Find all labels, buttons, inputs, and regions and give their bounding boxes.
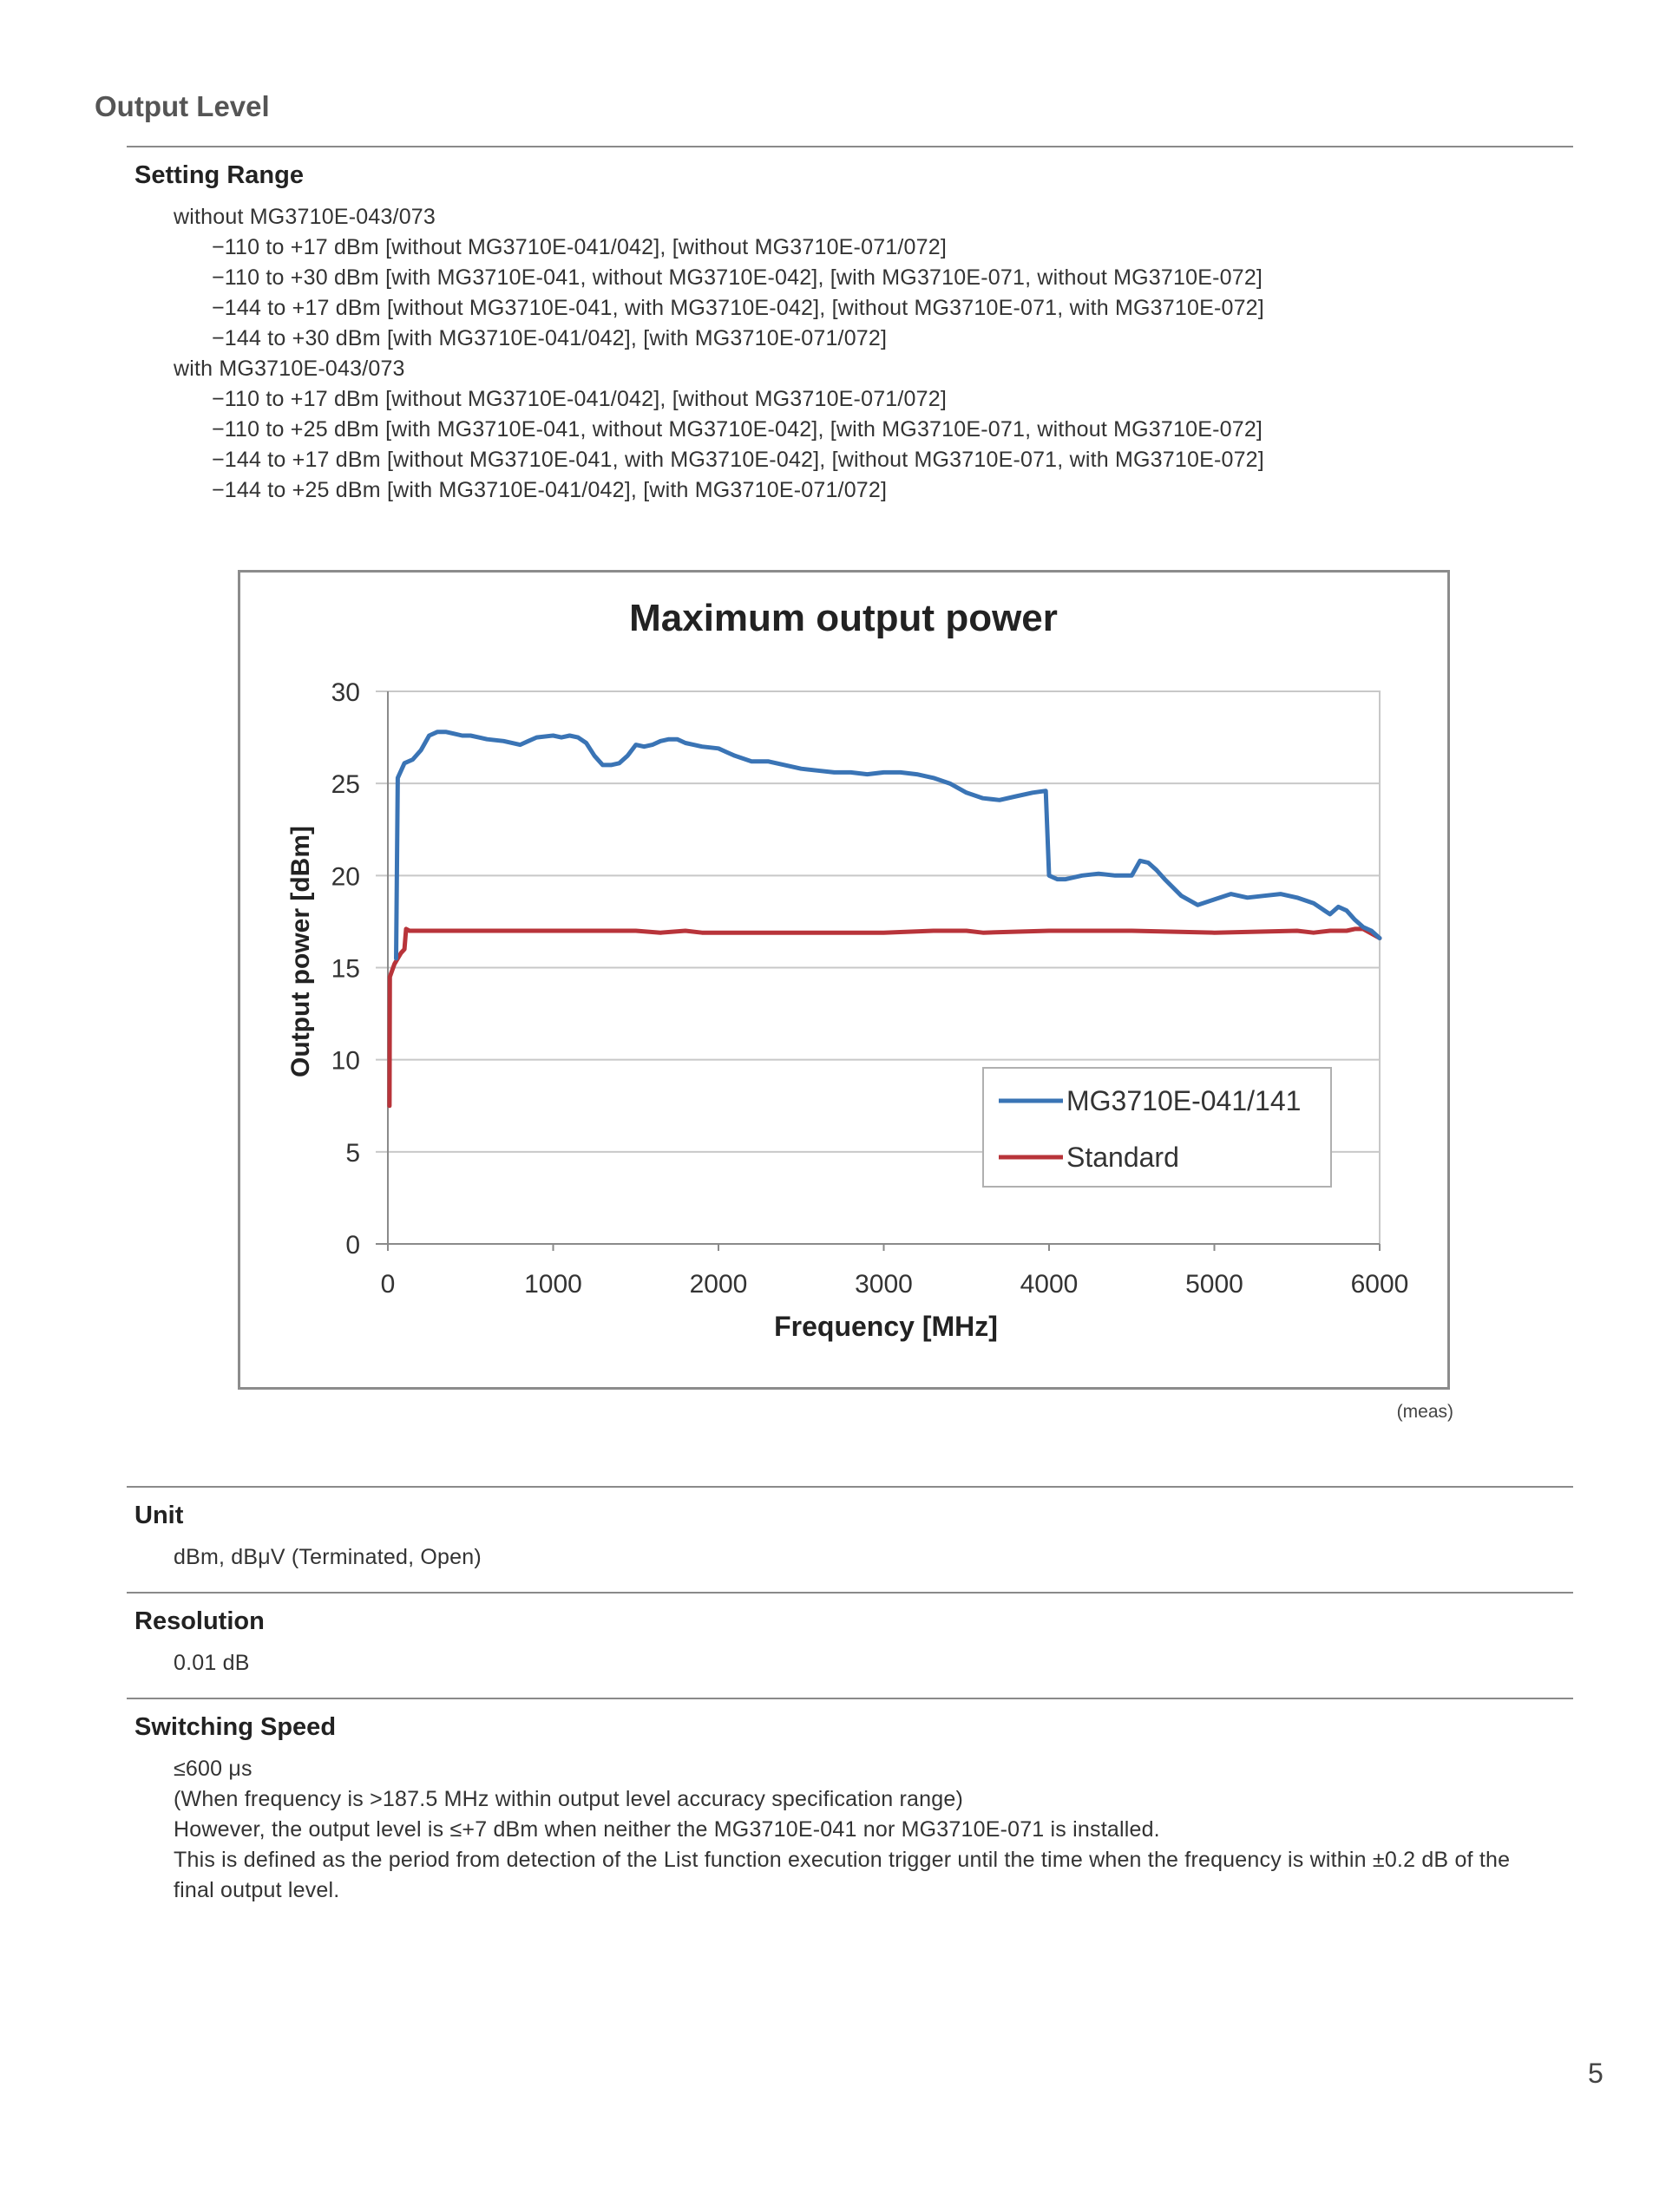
resolution-value: 0.01 dB bbox=[174, 1651, 250, 1675]
range-item: −144 to +17 dBm [without MG3710E-041, with MG3710E-042], [without MG3710E-071, with MG3710E-072] bbox=[212, 296, 1264, 320]
range-group-label: without MG3710E-043/073 bbox=[174, 205, 436, 229]
page-number: 5 bbox=[1588, 2058, 1604, 2089]
switching-speed-line: ≤600 μs bbox=[174, 1757, 253, 1781]
divider bbox=[127, 1698, 1573, 1699]
y-tick-label: 15 bbox=[331, 954, 360, 984]
range-item: −110 to +30 dBm [with MG3710E-041, without MG3710E-042], [with MG3710E-071, without MG3710E-072] bbox=[212, 265, 1263, 290]
y-axis-label: Output power [dBm] bbox=[286, 826, 315, 1077]
x-tick-label: 3000 bbox=[855, 1270, 913, 1299]
divider bbox=[127, 1592, 1573, 1594]
x-tick-label: 2000 bbox=[689, 1270, 748, 1299]
resolution-heading: Resolution bbox=[134, 1607, 265, 1635]
switching-speed-line: However, the output level is ≤+7 dBm when neither the MG3710E-041 nor MG3710E-071 is installed. bbox=[174, 1817, 1160, 1842]
y-tick-label: 30 bbox=[331, 678, 360, 707]
range-item: −144 to +25 dBm [with MG3710E-041/042], [with MG3710E-071/072] bbox=[212, 478, 888, 502]
unit-value: dBm, dBμV (Terminated, Open) bbox=[174, 1545, 482, 1569]
y-tick-label: 5 bbox=[345, 1138, 360, 1168]
switching-speed-line: final output level. bbox=[174, 1878, 340, 1902]
x-tick-label: 1000 bbox=[524, 1270, 582, 1299]
x-tick-label: 6000 bbox=[1350, 1270, 1409, 1299]
y-tick-label: 0 bbox=[345, 1231, 360, 1260]
switching-speed-line: This is defined as the period from detection of the List function execution trigger until the time when the frequency is within ±0.2 dB of the bbox=[174, 1848, 1511, 1872]
divider bbox=[127, 1486, 1573, 1488]
range-item: −110 to +17 dBm [without MG3710E-041/042], [without MG3710E-071/072] bbox=[212, 235, 947, 259]
switching-speed-heading: Switching Speed bbox=[134, 1713, 337, 1741]
x-tick-label: 0 bbox=[380, 1270, 396, 1299]
y-tick-label: 20 bbox=[331, 862, 360, 892]
y-tick-label: 25 bbox=[331, 770, 360, 800]
range-group-label: with MG3710E-043/073 bbox=[174, 357, 405, 381]
x-tick-label: 5000 bbox=[1185, 1270, 1243, 1299]
range-item: −144 to +30 dBm [with MG3710E-041/042], [with MG3710E-071/072] bbox=[212, 326, 888, 350]
chart-canvas bbox=[240, 573, 1447, 1387]
range-item: −110 to +25 dBm [with MG3710E-041, without MG3710E-042], [with MG3710E-071, without MG3710E-072] bbox=[212, 417, 1263, 442]
max-output-power-chart bbox=[238, 570, 1450, 1390]
range-item: −110 to +17 dBm [without MG3710E-041/042], [without MG3710E-071/072] bbox=[212, 387, 947, 411]
legend-label: MG3710E-041/141 bbox=[1066, 1085, 1302, 1116]
x-tick-label: 4000 bbox=[1020, 1270, 1079, 1299]
chart-note: (meas) bbox=[1396, 1402, 1453, 1422]
range-item: −144 to +17 dBm [without MG3710E-041, with MG3710E-042], [without MG3710E-071, with MG3710E-072] bbox=[212, 448, 1264, 472]
series-line-mg3710e-041-141 bbox=[397, 732, 1381, 959]
divider bbox=[127, 146, 1573, 147]
switching-speed-line: (When frequency is >187.5 MHz within output level accuracy specification range) bbox=[174, 1787, 963, 1811]
page-title: Output Level bbox=[95, 90, 270, 122]
legend-label: Standard bbox=[1066, 1142, 1179, 1173]
setting-range-heading: Setting Range bbox=[134, 161, 304, 189]
unit-heading: Unit bbox=[134, 1502, 184, 1529]
x-axis-label: Frequency [MHz] bbox=[774, 1311, 998, 1342]
y-tick-label: 10 bbox=[331, 1046, 360, 1076]
chart-title: Maximum output power bbox=[629, 597, 1058, 639]
